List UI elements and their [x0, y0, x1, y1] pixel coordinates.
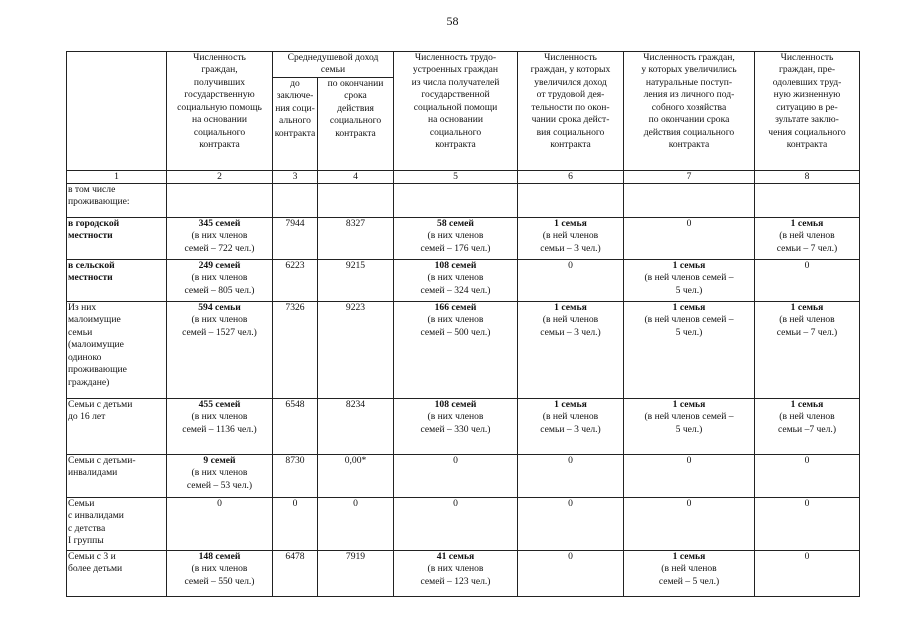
header-text-line: Численность граждан,	[643, 52, 735, 63]
cell-detail-line: семей – 722 чел.)	[184, 242, 255, 254]
header-text-line: тельности по окон-	[531, 101, 610, 113]
cell-detail-line: (в ней членов	[542, 411, 599, 423]
row-label-line: инвалидами	[68, 467, 118, 479]
row-label-line: местности	[68, 272, 113, 284]
cell-social-contract-recipients	[167, 398, 273, 454]
cell-main-value: 0	[568, 454, 573, 466]
cell-income-before: 8730	[273, 454, 318, 497]
header-text-line: заключе-	[276, 90, 314, 102]
cell-income-after: 0	[318, 497, 394, 550]
row-label	[67, 183, 167, 217]
cell-main-value: 1 семья	[790, 301, 824, 313]
cell-detail-line: (в них членов	[427, 563, 484, 575]
header-text-line: Численность	[544, 52, 597, 63]
row-label	[67, 550, 167, 596]
cell-income-before: 6223	[273, 259, 318, 301]
column-number: 2	[167, 170, 273, 183]
header-text-line: Численность трудо-	[414, 52, 497, 63]
cell-income-before: 6478	[273, 550, 318, 596]
header-text-line: Среднедушевой доход	[287, 52, 379, 63]
statistics-table	[66, 51, 860, 597]
cell-natural-income-increased	[624, 550, 755, 596]
cell-income-increased	[518, 550, 624, 596]
cell-main-value: 0	[686, 217, 692, 229]
cell-detail-line: (в ней членов семей –	[644, 272, 734, 284]
header-text-line: контракта	[668, 139, 710, 151]
cell-detail-line: семьи – 3 чел.)	[540, 423, 601, 435]
header-col4	[318, 77, 394, 170]
cell-employed	[394, 454, 518, 497]
header-text-line: Численность	[780, 52, 834, 63]
cell-detail-line: семьи – 3 чел.)	[540, 242, 601, 254]
row-label-line: до 16 лет	[68, 411, 106, 423]
header-row-top	[67, 52, 860, 78]
cell-overcame-situation	[755, 454, 860, 497]
row-label-line: семьи	[68, 326, 93, 338]
table-row	[67, 259, 860, 301]
cell-detail-line: семей – 53 чел.)	[186, 479, 253, 491]
cell-income-before: 7944	[273, 217, 318, 259]
header-text-line: получивших	[193, 76, 246, 88]
row-label	[67, 497, 167, 550]
cell-income-increased	[518, 497, 624, 550]
cell-overcame-situation	[755, 183, 860, 217]
header-text-line: чании срока дейст-	[531, 114, 610, 126]
row-label-line: в городской	[68, 217, 120, 229]
cell-detail-line: (в них членов	[427, 314, 484, 326]
header-text-line: до	[290, 77, 300, 89]
table-row	[67, 454, 860, 497]
cell-detail-line: (в них членов	[191, 272, 248, 284]
cell-overcame-situation	[755, 217, 860, 259]
cell-detail-line: семей – 5 чел.)	[658, 575, 720, 587]
cell-income-increased	[518, 301, 624, 398]
header-text-line: социального	[329, 115, 382, 127]
header-text-line: социальной помощи	[413, 101, 498, 113]
cell-income-after: 7919	[318, 550, 394, 596]
cell-social-contract-recipients	[167, 454, 273, 497]
header-text-line: устроенных граждан	[412, 64, 499, 76]
header-text-line: чения социального	[768, 126, 846, 138]
header-text-line: социального	[193, 126, 246, 138]
cell-detail-line: семей – 1527 чел.)	[182, 326, 257, 338]
cell-employed	[394, 550, 518, 596]
cell-detail-line: (в ней членов семей –	[644, 314, 734, 326]
cell-income-after: 8327	[318, 217, 394, 259]
row-label-line: Семьи	[68, 497, 95, 509]
cell-detail-line: (в ней членов	[542, 230, 599, 242]
cell-natural-income-increased	[624, 183, 755, 217]
row-label-line: Из них	[68, 301, 97, 313]
row-label	[67, 301, 167, 398]
row-label-line: I группы	[68, 535, 104, 547]
cell-detail-line: (в них членов	[427, 230, 484, 242]
cell-detail-line: семьи – 7 чел.)	[776, 326, 838, 338]
cell-natural-income-increased	[624, 454, 755, 497]
cell-detail-line: (в ней членов	[779, 411, 835, 423]
row-label	[67, 398, 167, 454]
row-label-line: проживающие	[68, 364, 127, 376]
cell-main-value: 249 семей	[198, 259, 241, 271]
cell-income-after: 8234	[318, 398, 394, 454]
cell-employed	[394, 497, 518, 550]
row-label-line: Семьи с детьми	[68, 398, 133, 410]
table-row	[67, 183, 860, 217]
header-col6	[518, 52, 624, 171]
cell-main-value: 166 семей	[434, 301, 477, 313]
header-text-line: граждан, пре-	[778, 64, 836, 76]
cell-employed	[394, 183, 518, 217]
header-text-line: социального	[429, 126, 482, 138]
cell-detail-line: семей – 123 чел.)	[420, 575, 491, 587]
cell-detail-line: (в них членов	[191, 314, 248, 326]
cell-social-contract-recipients	[167, 183, 273, 217]
cell-main-value: 108 семей	[434, 259, 477, 271]
header-text-line: действия социального	[643, 126, 735, 138]
cell-main-value: 1 семья	[672, 259, 706, 271]
column-number: 4	[318, 170, 394, 183]
cell-detail-line: (в ней членов семей –	[644, 411, 734, 423]
header-text-line: ситуацию в ре-	[776, 101, 838, 113]
cell-main-value: 0	[453, 454, 458, 466]
cell-main-value: 1 семья	[554, 301, 587, 313]
cell-income-increased	[518, 217, 624, 259]
cell-overcame-situation	[755, 550, 860, 596]
row-label-line: в сельской	[68, 259, 115, 271]
row-label	[67, 217, 167, 259]
row-label	[67, 454, 167, 497]
header-text-line: граждан,	[201, 64, 238, 76]
header-col7	[624, 52, 755, 171]
table-row	[67, 497, 860, 550]
table-row	[67, 301, 860, 398]
header-text-line: у которых увеличились	[641, 64, 737, 76]
cell-income-after: 0,00*	[318, 454, 394, 497]
column-number: 8	[755, 170, 860, 183]
header-text-line: ального	[279, 115, 311, 127]
cell-income-before: 0	[273, 497, 318, 550]
cell-overcame-situation	[755, 497, 860, 550]
header-col1	[67, 52, 167, 171]
header-text-line: Численность	[193, 52, 246, 63]
column-number: 3	[273, 170, 318, 183]
cell-income-before: 6548	[273, 398, 318, 454]
header-text-line: на основании	[191, 114, 248, 126]
column-number: 5	[394, 170, 518, 183]
row-label-line: (малоимущие	[68, 339, 124, 351]
cell-income-increased	[518, 398, 624, 454]
cell-income-increased	[518, 183, 624, 217]
cell-detail-line: семей – 176 чел.)	[420, 242, 491, 254]
cell-main-value: 455 семей	[198, 398, 241, 410]
cell-detail-line: (в ней членов	[779, 314, 835, 326]
header-income-group	[273, 52, 394, 78]
header-col5	[394, 52, 518, 171]
cell-detail-line: (в ней членов	[661, 563, 717, 575]
cell-income-increased	[518, 259, 624, 301]
cell-detail-line: (в них членов	[427, 272, 484, 284]
cell-detail-line: семей – 550 чел.)	[184, 575, 255, 587]
cell-social-contract-recipients	[167, 497, 273, 550]
table-row	[67, 217, 860, 259]
row-label	[67, 259, 167, 301]
cell-detail-line: семьи –7 чел.)	[777, 423, 837, 435]
header-text-line: граждан, у которых	[530, 64, 611, 76]
header-text-line: зультате заклю-	[775, 114, 839, 126]
cell-detail-line: (в ней членов	[779, 230, 835, 242]
cell-detail-line: семей – 330 чел.)	[420, 423, 491, 435]
cell-detail-line: (в них членов	[191, 230, 248, 242]
cell-main-value: 0	[686, 497, 692, 509]
cell-social-contract-recipients	[167, 301, 273, 398]
cell-detail-line: (в них членов	[191, 467, 248, 479]
table-row	[67, 550, 860, 596]
cell-detail-line: 5 чел.)	[675, 326, 703, 338]
header-text-line: социальную помощь	[177, 101, 262, 113]
cell-detail-line: (в них членов	[427, 411, 484, 423]
cell-detail-line: (в ней членов	[542, 314, 599, 326]
column-number: 6	[518, 170, 624, 183]
cell-income-after: 9215	[318, 259, 394, 301]
row-label-line: Семьи с детьми-	[68, 454, 136, 466]
header-col2	[167, 52, 273, 171]
header-text-line: контракта	[274, 127, 316, 139]
header-col8	[755, 52, 860, 171]
header-text-line: от трудовой дея-	[536, 89, 605, 101]
cell-income-before	[273, 183, 318, 217]
cell-detail-line: 5 чел.)	[675, 423, 703, 435]
header-text-line: семьи	[320, 64, 346, 76]
cell-main-value: 0	[804, 259, 810, 271]
cell-main-value: 0	[217, 497, 222, 509]
row-label-line: в том числе	[68, 183, 116, 195]
row-label-line: с детства	[68, 522, 106, 534]
cell-main-value: 0	[568, 550, 573, 562]
header-text-line: одолевших труд-	[772, 76, 842, 88]
header-text-line: по окончании	[327, 77, 384, 89]
cell-detail-line: 5 чел.)	[675, 284, 703, 296]
row-label-line: граждане)	[68, 376, 110, 388]
header-text-line: ния соци-	[275, 102, 315, 114]
cell-main-value: 0	[804, 497, 810, 509]
cell-income-after: 9223	[318, 301, 394, 398]
cell-detail-line: семей – 805 чел.)	[184, 284, 255, 296]
cell-overcame-situation	[755, 398, 860, 454]
cell-natural-income-increased	[624, 217, 755, 259]
cell-income-increased	[518, 454, 624, 497]
cell-natural-income-increased	[624, 398, 755, 454]
cell-detail-line: (в них членов	[191, 563, 248, 575]
cell-main-value: 58 семей	[437, 217, 474, 229]
cell-main-value: 1 семья	[790, 217, 824, 229]
header-text-line: контракта	[199, 139, 240, 151]
header-text-line: вия социального	[536, 126, 605, 138]
cell-main-value: 345 семей	[198, 217, 241, 229]
cell-main-value: 0	[804, 454, 810, 466]
row-label-line: местности	[68, 230, 113, 242]
header-text-line: контракта	[435, 139, 476, 151]
cell-natural-income-increased	[624, 259, 755, 301]
cell-detail-line: семьи – 7 чел.)	[776, 242, 838, 254]
cell-natural-income-increased	[624, 301, 755, 398]
header-text-line: натуральные поступ-	[645, 76, 733, 88]
cell-main-value: 1 семья	[672, 550, 706, 562]
row-label-line: более детьми	[68, 563, 123, 575]
cell-main-value: 0	[453, 497, 458, 509]
header-col3	[273, 77, 318, 170]
row-label-line: одиноко	[68, 351, 102, 363]
cell-overcame-situation	[755, 301, 860, 398]
row-label-line: Семьи с 3 и	[68, 550, 116, 562]
cell-main-value: 0	[804, 550, 810, 562]
header-text-line: действия	[337, 102, 374, 114]
cell-main-value: 148 семей	[198, 550, 241, 562]
cell-main-value: 0	[568, 259, 573, 271]
column-number-row	[67, 170, 860, 183]
cell-main-value: 1 семья	[554, 217, 587, 229]
cell-main-value: 41 семья	[436, 550, 475, 562]
cell-employed	[394, 217, 518, 259]
table-body	[67, 183, 860, 596]
row-label-line: с инвалидами	[68, 510, 124, 522]
header-text-line: ления из личного под-	[643, 89, 735, 101]
cell-detail-line: (в них членов	[191, 411, 248, 423]
header-text-line: государственной	[421, 89, 490, 101]
cell-main-value: 1 семья	[554, 398, 587, 410]
column-number: 7	[624, 170, 755, 183]
header-text-line: государственную	[184, 89, 255, 101]
cell-main-value: 108 семей	[434, 398, 477, 410]
header-text-line: ную жизненную	[773, 89, 841, 101]
cell-income-after	[318, 183, 394, 217]
header-text-line: срока	[344, 90, 367, 102]
header-text-line: контракта	[335, 127, 376, 139]
header-text-line: контракта	[786, 139, 828, 151]
cell-main-value: 1 семья	[672, 398, 706, 410]
cell-overcame-situation	[755, 259, 860, 301]
cell-main-value: 0	[686, 454, 692, 466]
header-text-line: на основании	[427, 114, 484, 126]
cell-detail-line: семьи – 3 чел.)	[540, 326, 601, 338]
header-text-line: собного хозяйства	[651, 101, 727, 113]
header-text-line: из числа получателей	[411, 76, 500, 88]
cell-social-contract-recipients	[167, 550, 273, 596]
cell-detail-line: семей – 500 чел.)	[420, 326, 491, 338]
cell-employed	[394, 301, 518, 398]
page-number: 58	[446, 14, 459, 28]
row-label-line: проживающие:	[68, 196, 130, 208]
cell-main-value: 1 семья	[790, 398, 824, 410]
cell-social-contract-recipients	[167, 259, 273, 301]
cell-social-contract-recipients	[167, 217, 273, 259]
cell-main-value: 0	[568, 497, 573, 509]
header-text-line: по окончании срока	[648, 114, 730, 126]
cell-income-before: 7326	[273, 301, 318, 398]
cell-main-value: 1 семья	[672, 301, 706, 313]
row-label-line: малоимущие	[68, 314, 121, 326]
cell-main-value: 9 семей	[203, 454, 236, 466]
column-number: 1	[67, 170, 167, 183]
cell-employed	[394, 398, 518, 454]
cell-main-value: 594 семьи	[198, 301, 241, 313]
cell-detail-line: семей – 324 чел.)	[420, 284, 491, 296]
cell-detail-line: семей – 1136 чел.)	[182, 423, 257, 435]
cell-employed	[394, 259, 518, 301]
header-text-line: увеличился доход	[534, 76, 607, 88]
table-row	[67, 398, 860, 454]
header-text-line: контракта	[550, 139, 591, 151]
cell-natural-income-increased	[624, 497, 755, 550]
